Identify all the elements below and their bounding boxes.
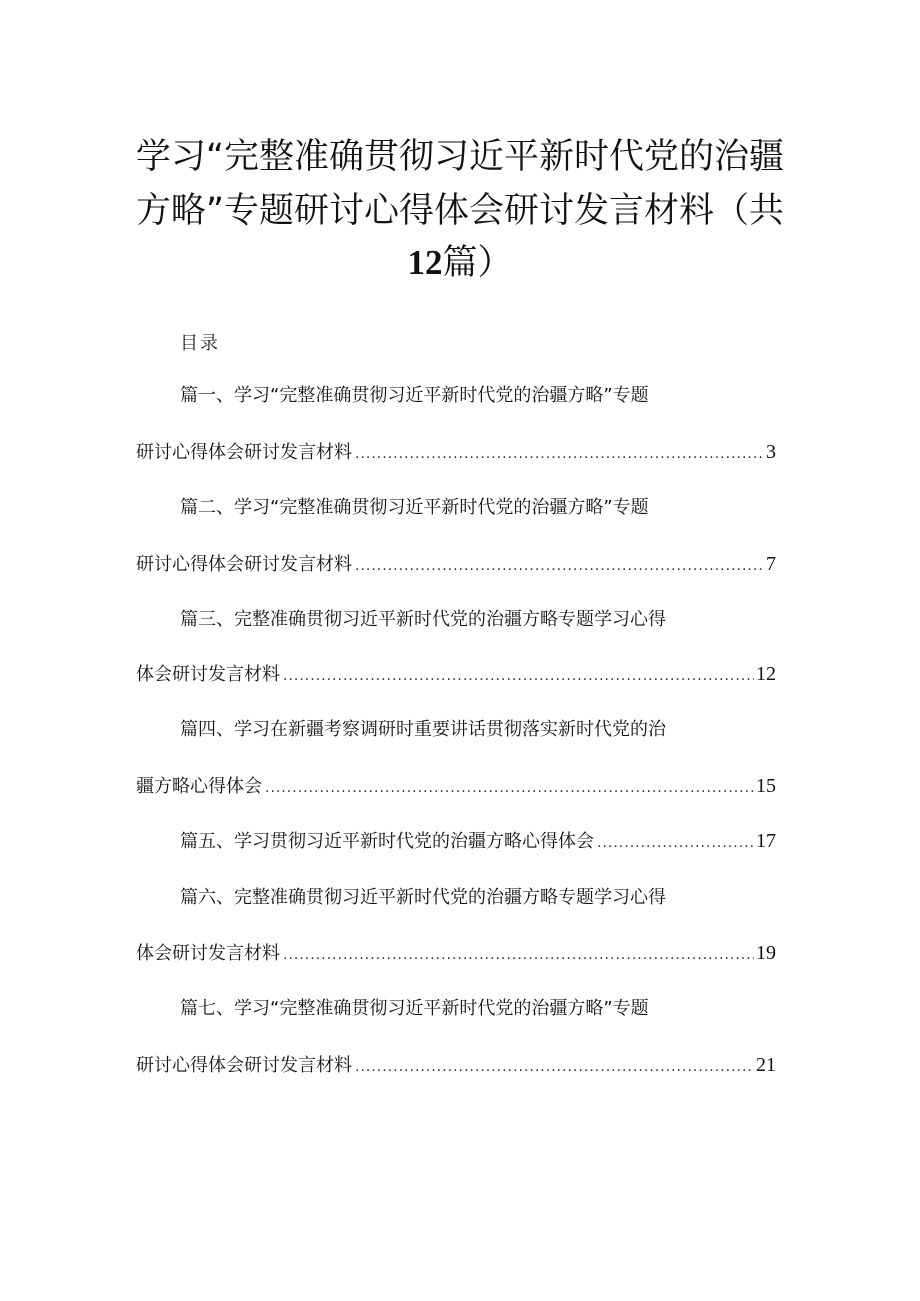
toc-entry-text: 篇五、学习贯彻习近平新时代党的治疆方略心得体会 — [180, 831, 594, 852]
title-count: 12 — [407, 243, 443, 282]
toc-entry-text: 研讨心得体会研讨发言材料 — [136, 442, 352, 463]
toc-entry-4-line-1[interactable]: 篇四、学习在新疆考察调研时重要讲话贯彻落实新时代党的治 — [180, 719, 666, 740]
toc-page-number: 12 — [756, 663, 776, 685]
document-title-line-3 — [120, 238, 800, 288]
toc-entry-1-line-1[interactable]: 篇一、学习“完整准确贯彻习近平新时代党的治疆方略”专题 — [180, 385, 649, 406]
toc-page-number: 19 — [756, 942, 776, 964]
toc-page-number: 7 — [766, 553, 776, 575]
toc-entry-7-line-1[interactable]: 篇七、学习“完整准确贯彻习近平新时代党的治疆方略”专题 — [180, 998, 649, 1019]
toc-entry-7-line-2[interactable] — [136, 1051, 776, 1081]
title-suffix: 篇） — [442, 243, 513, 283]
toc-entry-text: 体会研讨发言材料 — [136, 943, 280, 964]
toc-entry-text: 体会研讨发言材料 — [136, 664, 280, 685]
document-title-line-2: 方略”专题研讨心得体会研讨发言材料（共 — [135, 191, 785, 231]
toc-page-number: 3 — [766, 441, 776, 463]
toc-entry-3-line-2[interactable] — [136, 660, 776, 690]
toc-page-number: 21 — [756, 1054, 776, 1076]
document-title-line-1: 学习“完整准确贯彻习近平新时代党的治疆 — [135, 137, 785, 177]
toc-entry-text: 研讨心得体会研讨发言材料 — [136, 554, 352, 575]
dot-leader — [355, 440, 764, 468]
toc-entry-1-line-2[interactable] — [136, 438, 776, 468]
toc-entry-2-line-2[interactable] — [136, 550, 776, 580]
toc-page-number: 15 — [756, 775, 776, 797]
toc-entry-5[interactable] — [180, 827, 776, 857]
dot-leader — [355, 1053, 754, 1081]
toc-entry-text: 研讨心得体会研讨发言材料 — [136, 1055, 352, 1076]
toc-entry-text: 疆方略心得体会 — [136, 776, 262, 797]
toc-entry-6-line-2[interactable] — [136, 939, 776, 969]
toc-entry-3-line-1[interactable]: 篇三、完整准确贯彻习近平新时代党的治疆方略专题学习心得 — [180, 609, 666, 630]
dot-leader — [355, 552, 764, 580]
toc-entry-4-line-2[interactable] — [136, 772, 776, 802]
toc-heading: 目录 — [180, 333, 220, 354]
dot-leader — [283, 662, 754, 690]
dot-leader — [283, 941, 754, 969]
toc-entry-2-line-1[interactable]: 篇二、学习“完整准确贯彻习近平新时代党的治疆方略”专题 — [180, 497, 649, 518]
dot-leader — [265, 774, 754, 802]
toc-page-number: 17 — [756, 830, 776, 852]
toc-entry-6-line-1[interactable]: 篇六、完整准确贯彻习近平新时代党的治疆方略专题学习心得 — [180, 887, 666, 908]
dot-leader — [597, 829, 754, 857]
